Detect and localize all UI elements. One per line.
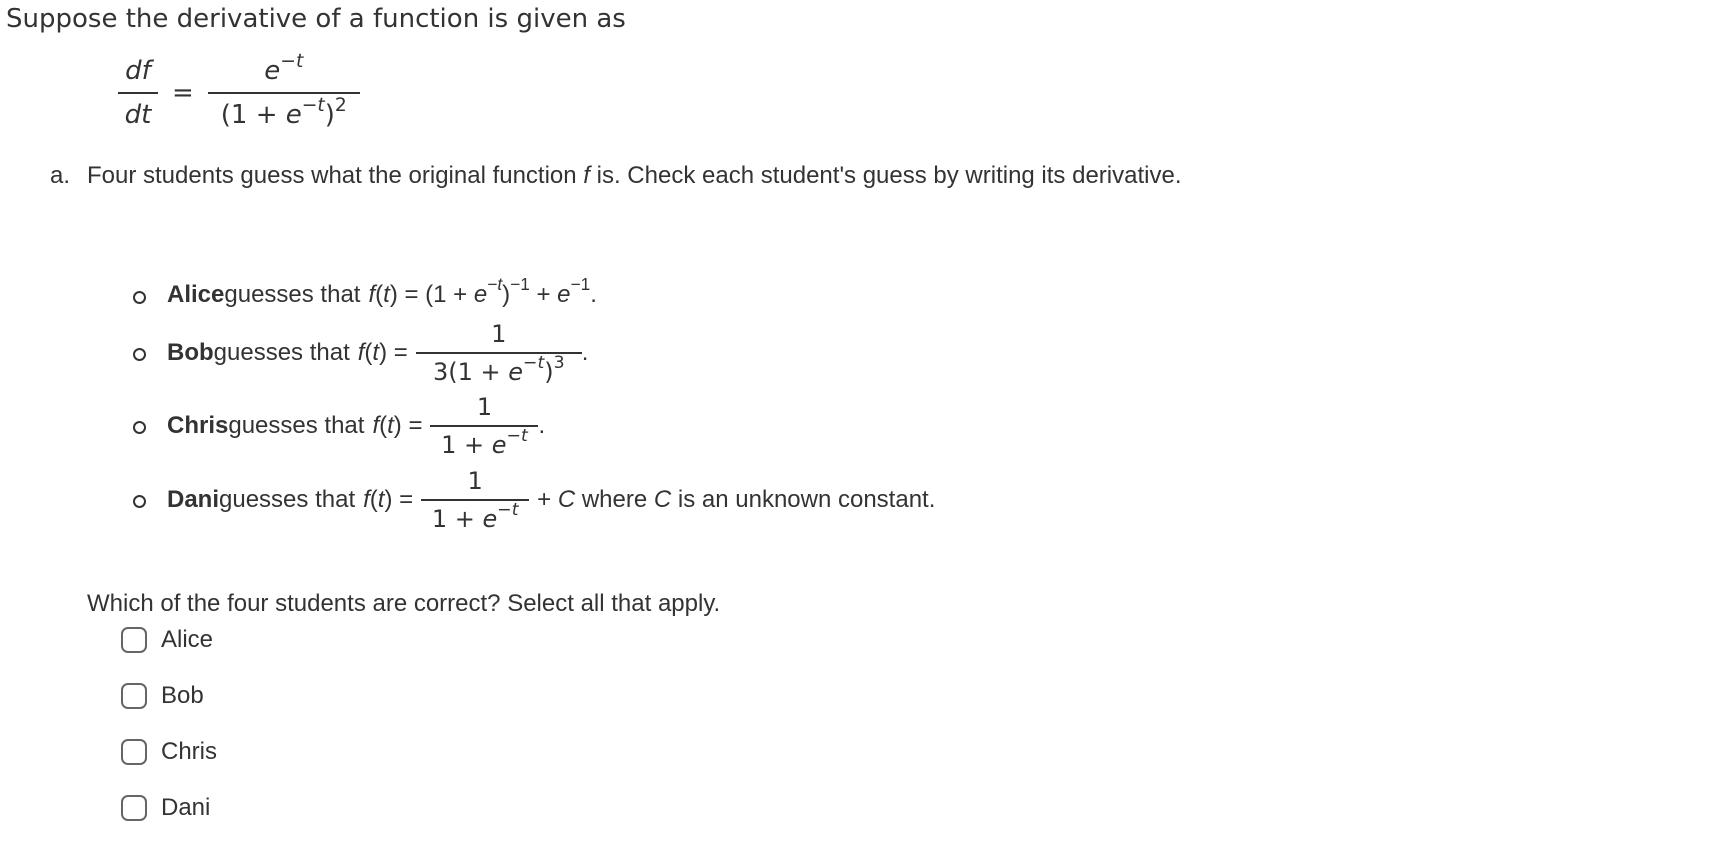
bullet-chris xyxy=(133,421,146,434)
prefix-bob: f(t) = xyxy=(357,339,408,366)
guess-bob: Bob guesses that f(t) = $\frac{1}{3(1 + e^{-t})^3}$ . xyxy=(167,320,589,386)
prefix-dani: f(t) = xyxy=(363,486,414,513)
fraction-chris: $\frac{1}{1 + e^{-t}}$ xyxy=(430,393,538,459)
rhs-numerator: $e^{-t}$ xyxy=(264,50,304,86)
name-alice: Alice xyxy=(167,281,225,308)
name-bob: Bob xyxy=(167,339,214,366)
derivative-equation xyxy=(118,50,360,130)
option-label-bob: Bob xyxy=(161,682,204,709)
dt-denominator: dt xyxy=(124,100,152,130)
question-text: Which of the four students are correct? Select all that apply. xyxy=(87,590,721,617)
option-label-alice: Alice xyxy=(161,626,214,653)
equals-sign: = xyxy=(172,78,194,108)
option-chris[interactable] xyxy=(121,738,217,766)
df-numerator: df xyxy=(125,56,151,86)
name-dani: Dani xyxy=(167,486,220,513)
suffix-dani: + C where C is an unknown constant. xyxy=(537,486,936,513)
part-a-prompt: a. Four students guess what the original function f is. Check each student's guess by writing its derivative. xyxy=(50,162,1182,189)
df-dt-fraction xyxy=(118,56,158,130)
bullet-alice xyxy=(133,291,146,304)
guess-alice: Alice guesses that $f(t) = (1 + e^{-t})^{-1} + e^{-1}$. xyxy=(167,274,597,308)
part-a-label: a. xyxy=(50,162,71,189)
fraction-bob: $\frac{1}{3(1 + e^{-t})^3}$ xyxy=(416,320,582,386)
option-alice[interactable] xyxy=(121,626,213,654)
checkbox-dani[interactable] xyxy=(121,795,147,821)
fraction-dani: $\frac{1}{1 + e^{-t}}$ xyxy=(421,467,529,533)
prefix-chris: f(t) = xyxy=(372,412,423,439)
formula-alice: $f(t) = (1 + e^{-t})^{-1} + e^{-1}$. xyxy=(368,274,597,308)
checkbox-chris[interactable] xyxy=(121,739,147,765)
option-dani[interactable] xyxy=(121,794,210,822)
bullet-dani xyxy=(133,495,146,508)
intro-text: Suppose the derivative of a function is given as xyxy=(6,4,626,34)
rhs-fraction xyxy=(208,50,360,130)
rhs-denominator: $(1 + e^{-t})^2$ xyxy=(220,94,347,130)
checkbox-alice[interactable] xyxy=(121,627,147,653)
bullet-bob xyxy=(133,348,146,361)
option-label-dani: Dani xyxy=(161,794,211,821)
guess-chris: Chris guesses that f(t) = $\frac{1}{1 + e^{-t}}$ . xyxy=(167,393,546,459)
checkbox-bob[interactable] xyxy=(121,683,147,709)
guess-dani: Dani guesses that f(t) = $\frac{1}{1 + e^{-t}}$ + C where C is an unknown constant. xyxy=(167,467,936,533)
name-chris: Chris xyxy=(167,412,229,439)
option-label-chris: Chris xyxy=(161,738,218,765)
option-bob[interactable] xyxy=(121,682,204,710)
